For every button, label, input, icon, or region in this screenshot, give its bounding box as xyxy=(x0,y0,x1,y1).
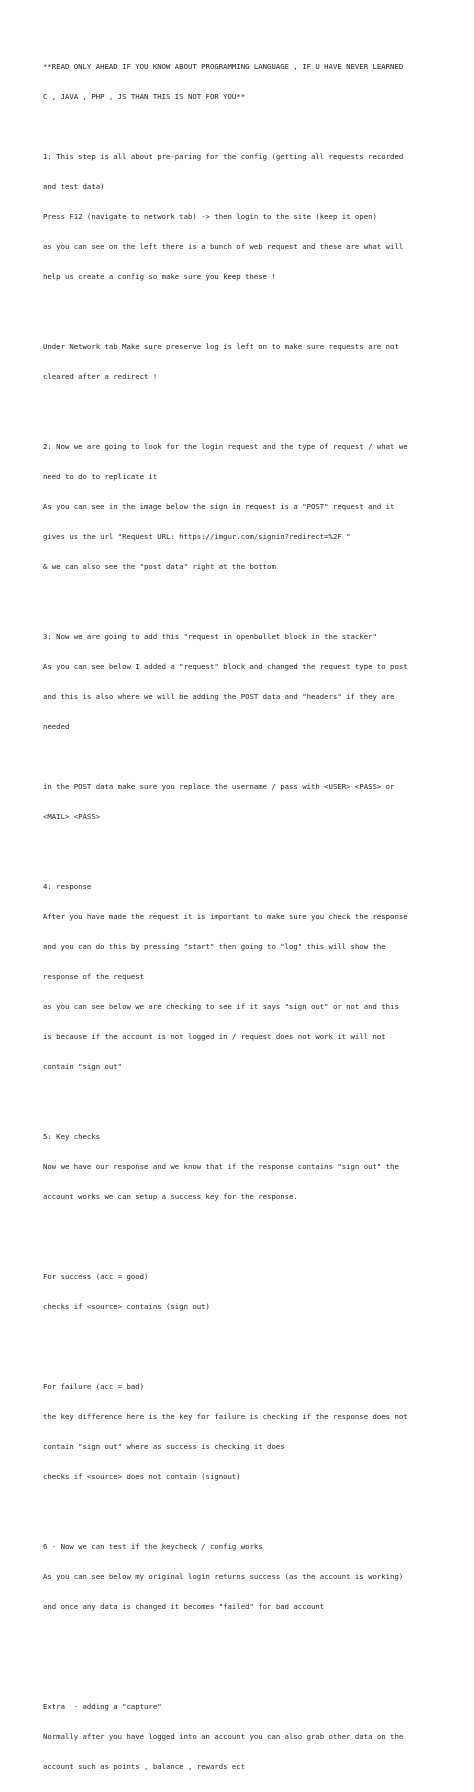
text-line: For failure (acc = bad) xyxy=(43,1382,145,1391)
step-6 xyxy=(43,1522,464,1632)
text-line: 6 - Now we can test if the keycheck / config works xyxy=(43,1542,263,1551)
step-3 xyxy=(43,612,464,752)
text-line: As you can see below I added a "request" block and changed the request type to post xyxy=(43,662,408,671)
post-data-note xyxy=(43,762,464,842)
text-line: Press F12 (navigate to network tab) -> then login to the site (keep it open) xyxy=(43,212,377,221)
text-line: **READ ONLY AHEAD IF YOU KNOW ABOUT PROGRAMMING LANGUAGE , IF U HAVE NEVER LEARNED xyxy=(43,62,404,71)
text-line: C , JAVA , PHP , JS THAN THIS IS NOT FOR YOU** xyxy=(43,92,246,101)
network-tab-note xyxy=(43,322,464,402)
text-line: account such as points , balance , rewards ect xyxy=(43,1762,246,1771)
text-line: 4: response xyxy=(43,882,92,891)
text-line: in the POST data make sure you replace the username / pass with <USER> <PASS> or xyxy=(43,782,395,791)
header-warning xyxy=(43,42,464,122)
text-line: and you can do this by pressing "start" then going to "log" this will show the xyxy=(43,942,386,951)
text-line: checks if <source> contains (sign out) xyxy=(43,1302,210,1311)
step-4 xyxy=(43,862,464,1092)
text-line: For success (acc = good) xyxy=(43,1272,149,1281)
text-line: Normally after you have logged into an account you can also grab other data on the xyxy=(43,1732,404,1741)
text-line: After you have made the request it is important to make sure you check the response xyxy=(43,912,408,921)
text-line: 5: Key checks xyxy=(43,1132,101,1141)
text-line: contain "sign out" xyxy=(43,1062,123,1071)
text-line: Extra - adding a "capture" xyxy=(43,1702,162,1711)
step-5 xyxy=(43,1112,464,1222)
text-line: <MAIL> <PASS> xyxy=(43,812,101,821)
text-line: and once any data is changed it becomes "failed" for bad account xyxy=(43,1602,325,1611)
success-key xyxy=(43,1252,464,1332)
text-line: as you can see below we are checking to see if it says "sign out" or not and this xyxy=(43,1002,399,1011)
text-line: checks if <source> does not contain (signout) xyxy=(43,1472,241,1481)
text-line: cleared after a redirect ! xyxy=(43,372,158,381)
text-line: needed xyxy=(43,722,70,731)
failure-key xyxy=(43,1362,464,1502)
text-line: the key difference here is the key for failure is checking if the response does not xyxy=(43,1412,408,1421)
text-line: response of the request xyxy=(43,972,145,981)
text-line: and test data) xyxy=(43,182,105,191)
text-line: help us create a config so make sure you keep these ! xyxy=(43,272,276,281)
text-line: Now we have our response and we know that if the response contains "sign out" the xyxy=(43,1162,399,1171)
text-line: account works we can setup a success key for the response. xyxy=(43,1192,298,1201)
text-line: as you can see on the left there is a bunch of web request and these are what will xyxy=(43,242,404,251)
extra-capture xyxy=(43,1682,464,1792)
text-line: gives us the url "Request URL: https://imgur.com/signin?redirect=%2F " xyxy=(43,532,351,541)
step-2 xyxy=(43,422,464,592)
text-line: 1: This step is all about pre-paring for the config (getting all requests recorded xyxy=(43,152,404,161)
step-1 xyxy=(43,132,464,302)
text-line: is because if the account is not logged in / request does not work it will not xyxy=(43,1032,386,1041)
text-line: need to do to replicate it xyxy=(43,472,158,481)
text-line: and this is also where we will be adding the POST data and "headers" if they are xyxy=(43,692,395,701)
text-line: 2: Now we are going to look for the login request and the type of request / what we xyxy=(43,442,408,451)
text-line: As you can see below my original login returns success (as the account is working) xyxy=(43,1572,404,1581)
text-line: As you can see in the image below the sign in request is a "POST" request and it xyxy=(43,502,395,511)
text-line: 3: Now we are going to add this "request in openbullet block in the stacker" xyxy=(43,632,377,641)
text-line: & we can also see the "post data" right at the bottom xyxy=(43,562,276,571)
text-line: contain "sign out" where as success is checking it does xyxy=(43,1442,285,1451)
text-line: Under Network tab Make sure preserve log is left on to make sure requests are not xyxy=(43,342,399,351)
